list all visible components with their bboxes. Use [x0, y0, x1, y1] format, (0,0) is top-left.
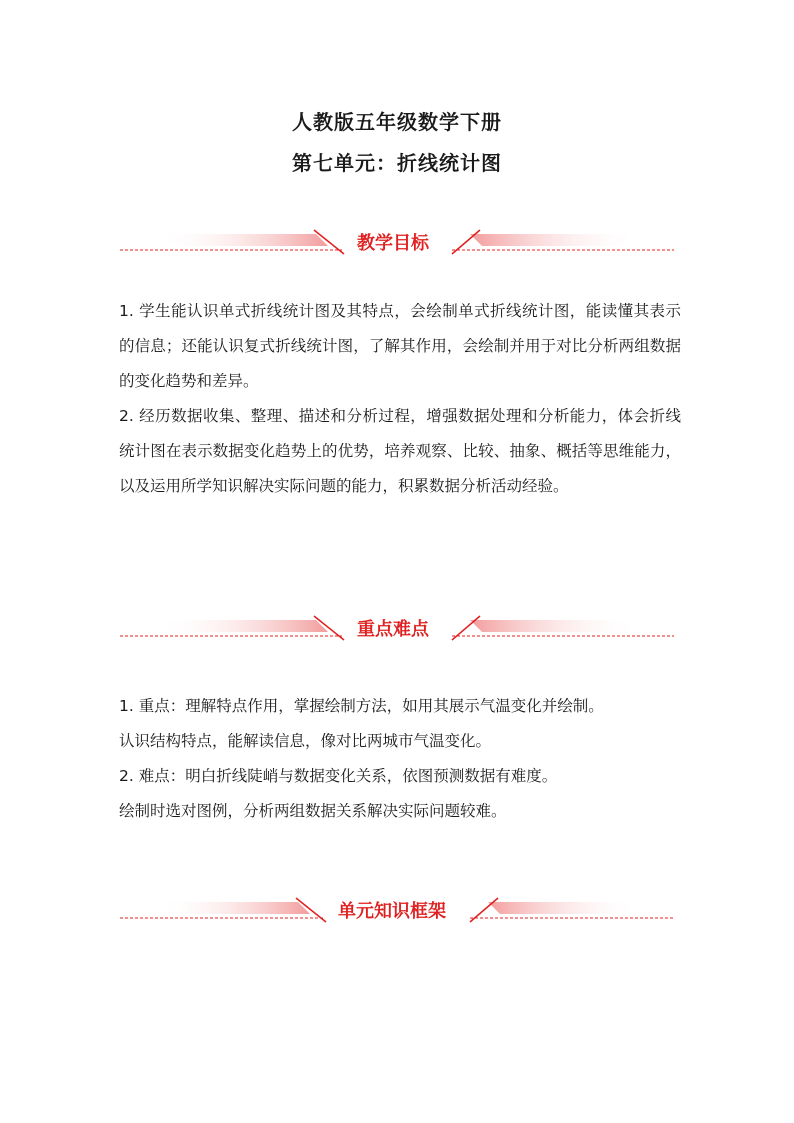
- section-body-key-points: [119, 689, 689, 829]
- paragraph: 2. 经历数据收集、整理、描述和分析过程，增强数据处理和分析能力，体会折线统计图在表示数据变化趋势上的优势，培养观察、比较、抽象、概括等思维能力，以及运用所学知识解决实际问题的能力，积累数据分析活动经验。: [119, 407, 681, 495]
- section-header-teaching-goals: [118, 226, 676, 262]
- paragraph: 绘制时选对图例，分析两组数据关系解决实际问题较难。: [119, 802, 507, 820]
- paragraph: 1. 重点：理解特点作用，掌握绘制方法，如用其展示气温变化并绘制。: [119, 697, 604, 715]
- paragraph: 认识结构特点，能解读信息，像对比两城市气温变化。: [119, 732, 492, 750]
- paragraph: 1. 学生能认识单式折线统计图及其特点，会绘制单式折线统计图，能读懂其表示的信息；还能认识复式折线统计图，了解其作用，会绘制并用于对比分析两组数据的变化趋势和差异。: [119, 302, 681, 390]
- paragraph: 2. 难点：明白折线陡峭与数据变化关系，依图预测数据有难度。: [119, 767, 558, 785]
- document-title: 人教版五年级数学下册: [292, 110, 502, 134]
- section-header-key-points: [118, 612, 676, 648]
- document-subtitle: 第七单元：折线统计图: [292, 151, 502, 175]
- section-heading: 重点难点: [357, 619, 429, 640]
- section-body-teaching-goals: [119, 294, 681, 504]
- section-heading: 单元知识框架: [338, 901, 446, 922]
- section-heading: 教学目标: [357, 233, 429, 254]
- section-header-knowledge-framework: [118, 894, 676, 930]
